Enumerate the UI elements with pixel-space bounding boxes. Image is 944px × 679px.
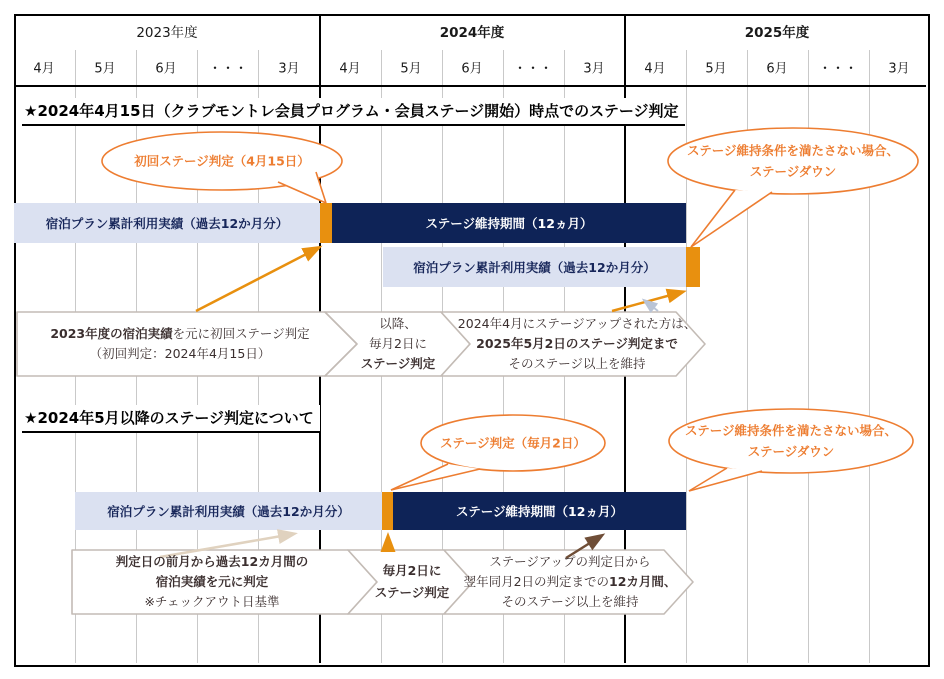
month-label: 6月 — [155, 61, 177, 77]
s1-bubble-initial-label: 初回ステージ判定（4月15日） — [134, 153, 310, 169]
s1-bubble-down-label — [687, 140, 899, 182]
s2-box1-text — [116, 552, 308, 612]
s2-box1-line2: 宿泊実績を元に判定 — [155, 574, 269, 589]
s1-box3-line3: そのステージ以上を維持 — [508, 356, 646, 371]
s1-usage-bar-2-label: 宿泊プラン累計利用実績（過去12か月分） — [413, 260, 656, 275]
s1-arrow-to-usage2 — [645, 301, 658, 311]
s2-keep-period-label: ステージ維持期間（12ヵ月） — [456, 504, 623, 519]
s1-box1-line1: 2023年度の宿泊実績を元に初回ステージ判定 — [50, 326, 310, 341]
s1-arrow-to-strip1 — [196, 248, 318, 311]
month-label: 5月 — [94, 61, 116, 77]
s2-bubble-down-label — [685, 420, 897, 462]
month-label: 3月 — [278, 61, 300, 77]
s2-box2-line2: ステージ判定 — [374, 585, 450, 600]
s1-box3-line1: 2024年4月にステージアップされた方は、 — [457, 316, 697, 331]
section1-title: ★2024年4月15日（クラブモントレ会員プログラム・会員ステージ開始）時点でのステージ判定 — [22, 98, 685, 126]
s2-bubble-down-line2: ステージダウン — [747, 444, 835, 459]
year-header-2025: 2025年度 — [744, 25, 810, 41]
s2-box3-line2: 翌年同月2日の判定までの12カ月間、 — [463, 574, 677, 589]
section2-title: ★2024年5月以降のステージ判定について — [22, 405, 320, 433]
s1-box1-line2: （初回判定：2024年4月15日） — [89, 346, 271, 361]
s2-bubble-judge-label: ステージ判定（毎月2日） — [440, 435, 586, 451]
month-label: 3月 — [583, 61, 605, 77]
month-label: 5月 — [400, 61, 422, 77]
month-label: ・・・ — [513, 61, 553, 77]
month-label: 3月 — [888, 61, 910, 77]
s2-box3-line3: そのステージ以上を維持 — [501, 594, 639, 609]
s1-box2-line1: 以降、 — [379, 316, 417, 331]
s2-box2-line1: 毎月2日に — [382, 563, 442, 578]
s1-box1-text — [50, 324, 309, 364]
month-label: 4月 — [339, 61, 361, 77]
s1-box2-text — [361, 314, 436, 374]
month-label: ・・・ — [818, 61, 858, 77]
year-header-2023: 2023年度 — [136, 25, 198, 41]
month-label: ・・・ — [208, 61, 248, 77]
month-label: 5月 — [705, 61, 727, 77]
s2-box1-line3: ※チェックアウト日基準 — [144, 594, 280, 609]
s2-box3-line1: ステージアップの判定日から — [489, 554, 651, 569]
s2-bubble-down-line1: ステージ維持条件を満たさない場合、 — [684, 423, 898, 438]
s2-box2-text — [375, 560, 450, 604]
year-header-2024: 2024年度 — [439, 25, 505, 41]
month-label: 4月 — [33, 61, 55, 77]
s1-bubble-down-line1: ステージ維持条件を満たさない場合、 — [686, 143, 900, 158]
s2-box1-line1: 判定日の前月から過去12カ月間の — [115, 554, 309, 569]
month-label: 6月 — [766, 61, 788, 77]
s1-usage-bar-1-label: 宿泊プラン累計利用実績（過去12か月分） — [45, 216, 289, 231]
s1-bubble-down-line2: ステージダウン — [749, 164, 837, 179]
s1-box2-line2: 毎月2日に — [369, 336, 427, 351]
s1-box2-line3: ステージ判定 — [360, 356, 436, 371]
s1-box3-line2: 2025年5月2日のステージ判定まで — [476, 336, 678, 351]
s2-box3-text — [464, 552, 677, 612]
month-label: 4月 — [644, 61, 666, 77]
month-label: 6月 — [461, 61, 483, 77]
s1-keep-period-label: ステージ維持期間（12ヵ月） — [425, 216, 593, 231]
s2-usage-bar-label: 宿泊プラン累計利用実績（過去12か月分） — [107, 504, 350, 519]
s1-box3-text — [458, 314, 696, 374]
